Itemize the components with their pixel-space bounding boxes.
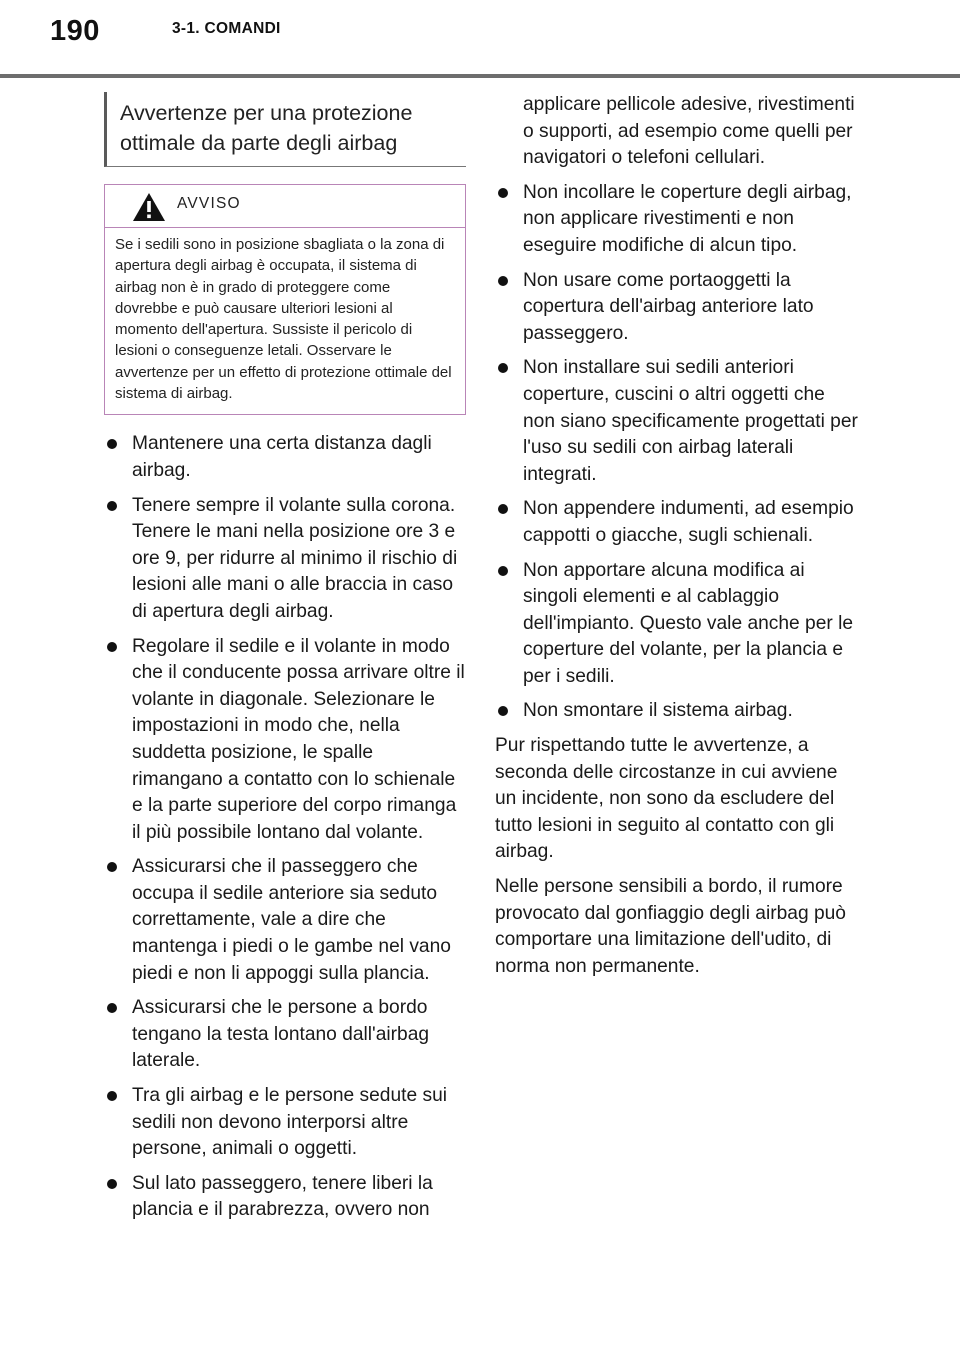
paragraph: Pur rispettando tutte le avvertenze, a seconda delle circostanze in cui avviene un incidente, non sono da escludere del tutto lesioni in seguito al contatto con gli airbag. <box>495 735 838 863</box>
list-item-text: Sul lato passeggero, tenere liberi la plancia e il parabrezza, ovvero non <box>132 1172 433 1221</box>
list-item-text: Assicurarsi che le persone a bordo tengano la testa lontano dall'airbag laterale. <box>132 997 430 1072</box>
list-item-text: Non appendere indumenti, ad esempio cappotti o giacche, sugli schienali. <box>523 498 854 546</box>
bullet-dot-icon <box>498 276 508 286</box>
left-column <box>104 92 466 1232</box>
bullet-dot-icon <box>107 1091 117 1101</box>
warning-body: Se i sedili sono in posizione sbagliata o la zona di apertura degli airbag è occupata, il sistema di airbag non è in grado di proteggere come dovrebbe e può causare ulteriori lesioni al momento dell'apertura. Sussiste il pericolo di lesioni o conseguenze letali. Osservare le avvertenze per un effetto di protezione ottimale del sistema di airbag. <box>115 236 452 403</box>
list-item <box>495 496 860 549</box>
bullet-dot-icon <box>498 188 508 198</box>
list-item <box>495 268 860 348</box>
warning-header <box>105 185 465 228</box>
list-item-text: Tenere sempre il volante sulla corona. Tenere le mani nella posizione ore 3 e ore 9, per ridurre al minimo il rischio di lesioni alle mani o alle braccia in caso di apertura degli airbag. <box>132 494 458 622</box>
bullet-dot-icon <box>107 1003 117 1013</box>
list-item-text: Regolare il sedile e il volante in modo che il conducente possa arrivare oltre il volante in diagonale. Selezionare le impostazioni in modo che, nella suddetta posizione, le spalle rimangano a contatto con lo schienale e la parte superiore del corpo rimanga il più possibile lontano dal volante. <box>132 635 465 843</box>
right-bullet-list <box>495 180 860 725</box>
list-item <box>495 558 860 691</box>
list-item <box>104 431 466 484</box>
list-item <box>104 493 466 626</box>
list-item <box>104 854 466 987</box>
bullet-dot-icon <box>107 1179 117 1189</box>
list-item-continuation: applicare pellicole adesive, rivestimenti o supporti, ad esempio come quelli per navigatori o telefoni cellulari. <box>523 94 855 169</box>
bullet-dot-icon <box>498 706 508 716</box>
bullet-dot-icon <box>498 363 508 373</box>
list-item <box>104 634 466 847</box>
section-title: 3-1. COMANDI <box>172 20 281 37</box>
bullet-dot-icon <box>107 642 117 652</box>
warning-triangle-icon <box>132 192 166 222</box>
bullet-dot-icon <box>107 862 117 872</box>
left-bullet-list <box>104 431 466 1224</box>
list-item-text: Non installare sui sedili anteriori coperture, cuscini o altri oggetti che non siano specificamente progettati per l'uso su sedili con airbag laterali integrati. <box>523 357 858 485</box>
list-item <box>495 355 860 488</box>
warning-box <box>104 184 466 415</box>
list-item-text: Non usare come portaoggetti la copertura dell'airbag anteriore lato passeggero. <box>523 269 814 344</box>
warning-title: AVVISO <box>177 195 241 212</box>
list-item <box>104 995 466 1075</box>
header-rule <box>0 74 960 78</box>
list-item <box>104 1171 466 1224</box>
list-item <box>104 1083 466 1163</box>
bullet-dot-icon <box>107 439 117 449</box>
list-item-text: Assicurarsi che il passeggero che occupa il sedile anteriore sia seduto correttamente, vale a dire che mantenga i piedi o le gambe nel vano piedi e non li appoggi sulla plancia. <box>132 856 451 984</box>
list-item-text: Mantenere una certa distanza dagli airbag. <box>132 433 432 481</box>
list-item <box>495 698 860 725</box>
bullet-dot-icon <box>498 504 508 514</box>
page-number: 190 <box>50 15 100 47</box>
subheading: Avvertenze per una protezione ottimale da parte degli airbag <box>104 92 466 167</box>
list-item-text: Non incollare le coperture degli airbag, non applicare rivestimenti e non eseguire modifiche di alcun tipo. <box>523 181 852 256</box>
bullet-dot-icon <box>107 501 117 511</box>
list-item <box>495 180 860 260</box>
paragraph: Nelle persone sensibili a bordo, il rumore provocato dal gonfiaggio degli airbag può comportare una limitazione dell'udito, di norma non permanente. <box>495 876 846 977</box>
right-column <box>495 92 860 988</box>
page-header <box>0 0 960 76</box>
list-item-text: Tra gli airbag e le persone sedute sui sedili non devono interporsi altre persone, animali o oggetti. <box>132 1085 448 1160</box>
list-item-text: Non apportare alcuna modifica ai singoli elementi e al cablaggio dell'impianto. Questo vale anche per le coperture del volante, per la plancia e per i sedili. <box>523 559 854 687</box>
bullet-dot-icon <box>498 566 508 576</box>
list-item-text: Non smontare il sistema airbag. <box>523 700 793 722</box>
